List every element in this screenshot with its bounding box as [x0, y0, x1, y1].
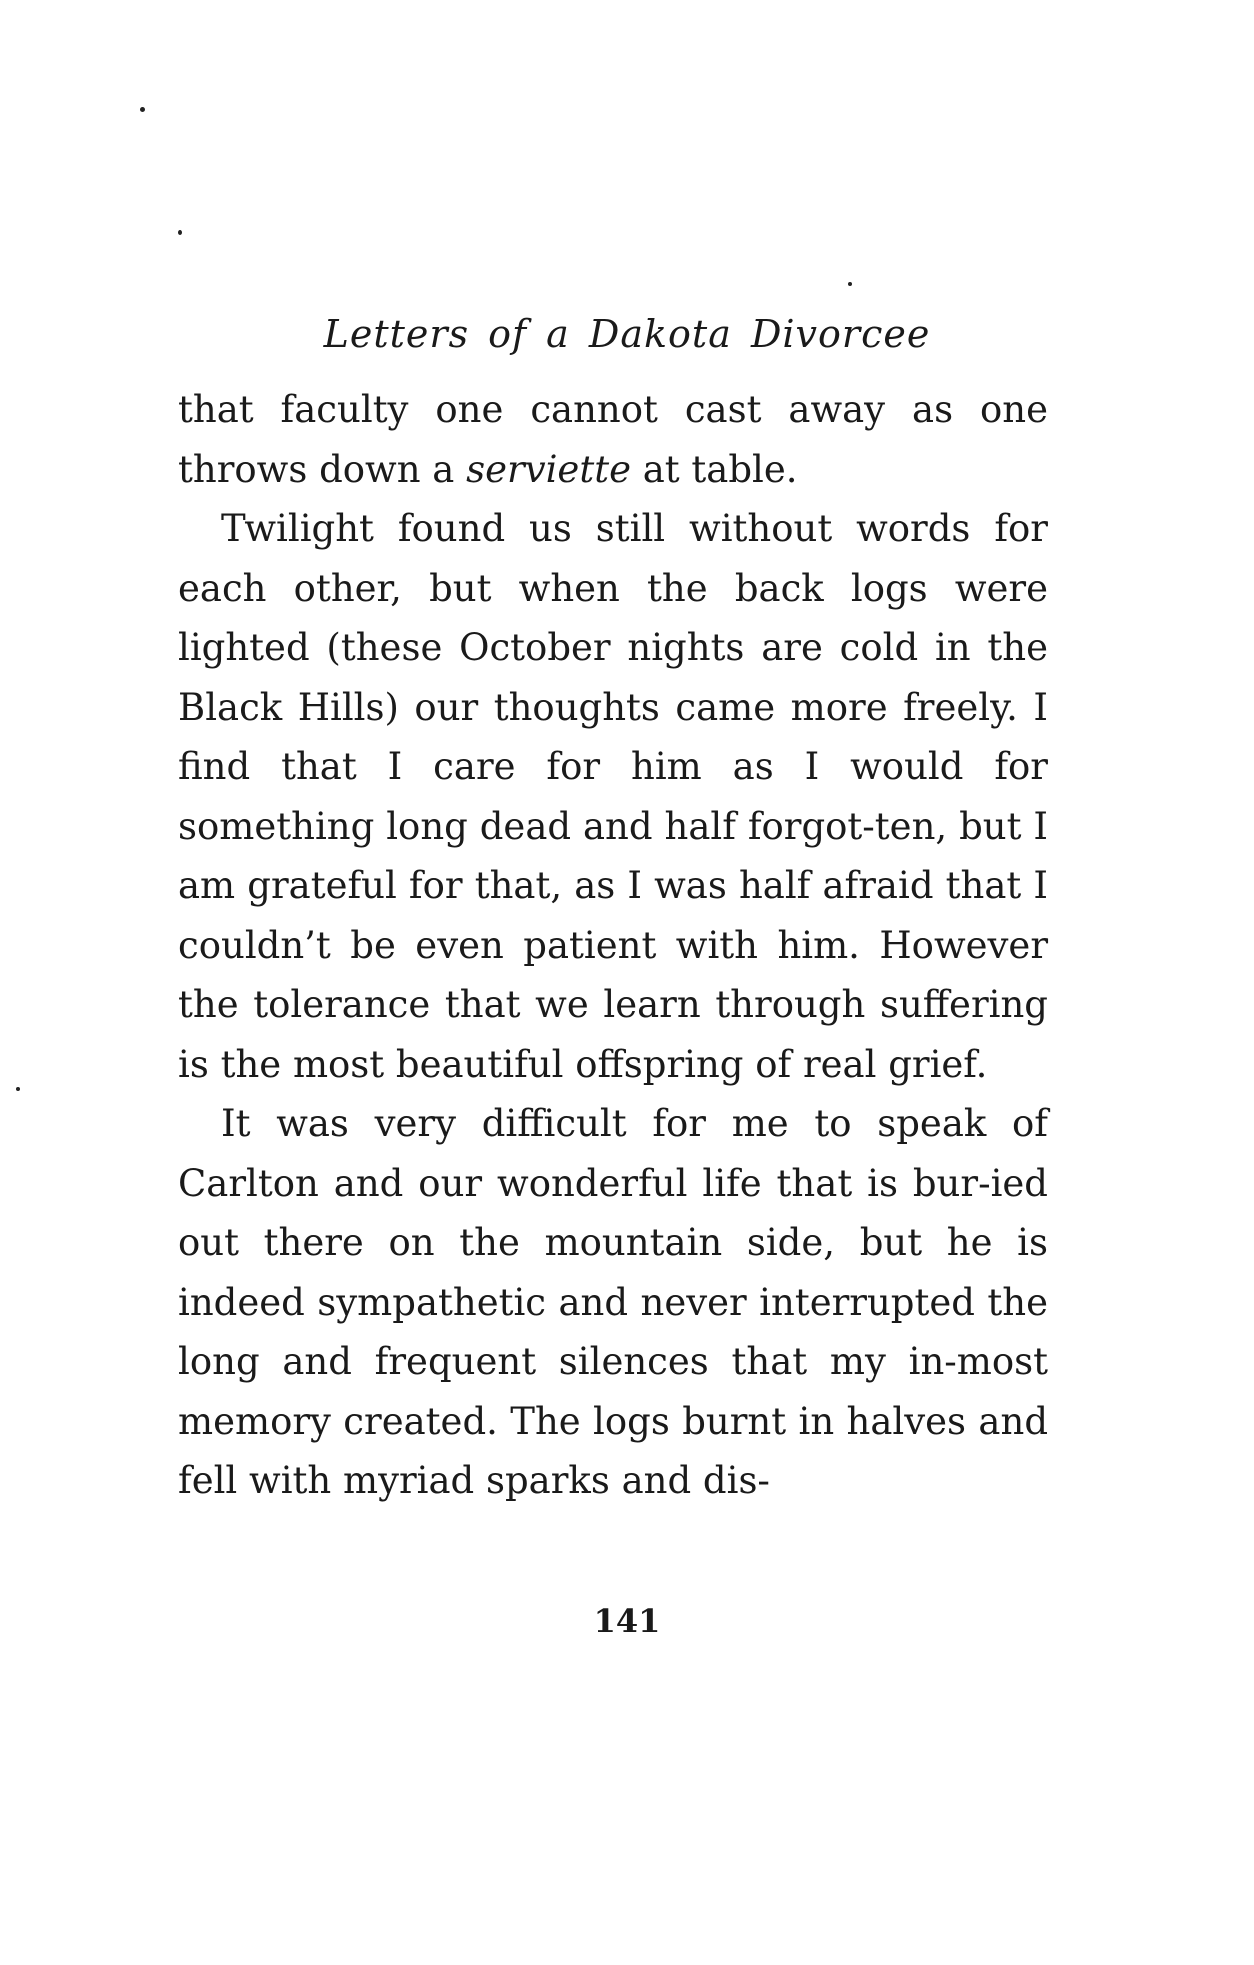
paragraph-text: at table.: [630, 447, 798, 491]
paragraph-text: that faculty one cannot cast away as one throws down a: [178, 388, 1048, 491]
scan-speck: [848, 282, 852, 286]
scan-speck: [178, 230, 182, 235]
italic-word: serviette: [466, 447, 631, 491]
body-text: [178, 380, 1048, 1511]
paragraph: Twilight found us still without words for each other, but when the back logs were lighted (these October nights are cold in the Black Hills) our thoughts came more freely. I find that I care for him as I would for something long dead and half forgot-ten, but I am grateful for that, as I was half afraid that I couldn’t be even patient with him. However the tolerance that we learn through suffering is the most beautiful offspring of real grief.: [178, 507, 1048, 1086]
scan-speck: [16, 1087, 20, 1091]
page-number: 141: [593, 1602, 661, 1640]
scan-speck: [140, 107, 145, 112]
paragraph-continued: [178, 380, 1048, 499]
paragraph: It was very difficult for me to speak of Carlton and our wonderful life that is bur-ied out there on the mountain side, but he is indeed sympathetic and never interrupted the long and frequent silences that my in-most memory created. The logs burnt in halves and fell with myriad sparks and dis-: [178, 1102, 1048, 1502]
running-head: Letters of a Dakota Divorcee: [323, 312, 931, 356]
